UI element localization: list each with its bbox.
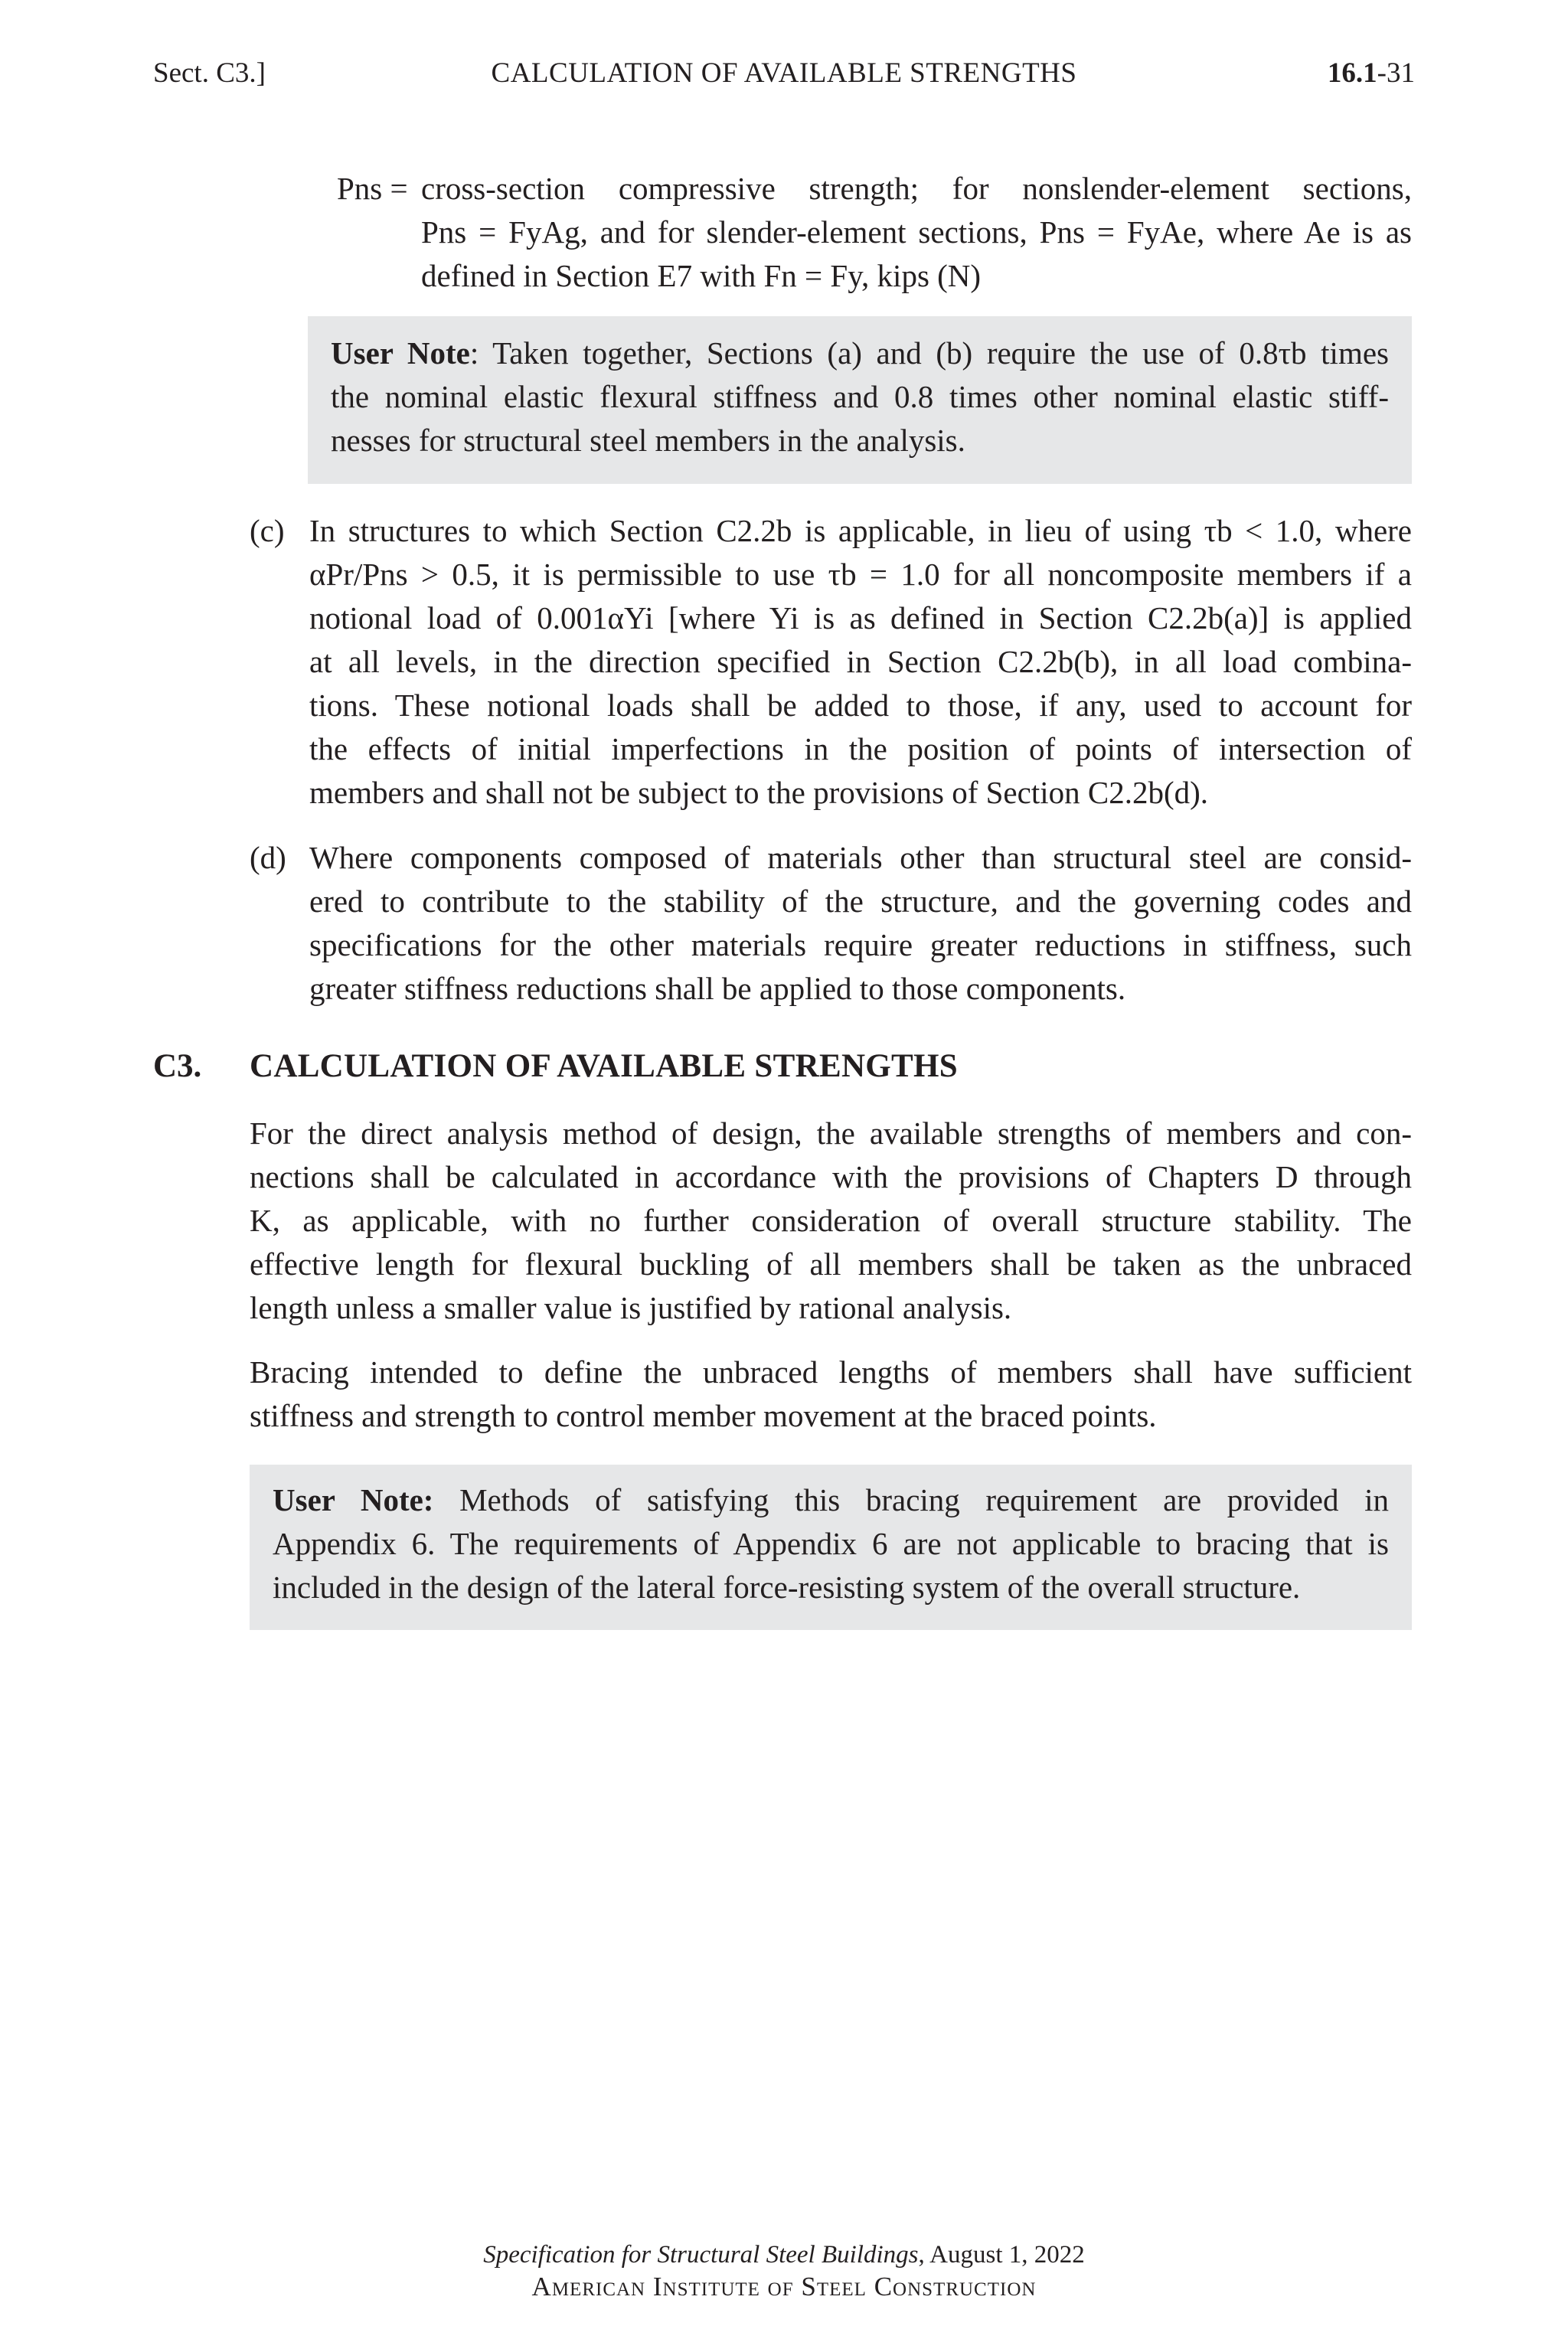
list-item-text	[309, 509, 1412, 815]
text-line: For the direct analysis method of design, the available strengths of members and con-	[250, 1116, 1412, 1151]
text-line: Bracing intended to define the unbraced lengths of members shall have sufficient	[250, 1354, 1412, 1390]
paragraph-direct-analysis	[250, 1112, 1412, 1330]
text-line: nesses for structural steel members in the analysis.	[331, 423, 965, 458]
footer-date: , August 1, 2022	[918, 2241, 1085, 2269]
text-line: specifications for the other materials require greater reductions in stiffness, such	[309, 927, 1412, 962]
user-note-stiffness	[308, 316, 1412, 484]
text-line: greater stiffness reductions shall be applied to those components.	[309, 971, 1126, 1006]
text-line: Pns = FyAg, and for slender-element sections, Pns = FyAe, where Ae is as	[421, 214, 1412, 250]
text-line: notional load of 0.001αYi [where Yi is as defined in Section C2.2b(a)] is applied	[309, 600, 1412, 635]
user-note-bracing	[250, 1465, 1412, 1630]
text-line: the nominal elastic flexural stiffness and 0.8 times other nominal elastic stiff-	[331, 379, 1389, 414]
text-line: Where components composed of materials other than structural steel are consid-	[309, 840, 1412, 875]
text-line: stiffness and strength to control member movement at the braced points.	[250, 1398, 1157, 1433]
list-item-label: (d)	[250, 840, 286, 875]
user-note-label: User Note:	[273, 1482, 434, 1517]
text-line: αPr/Pns > 0.5, it is permissible to use τb = 1.0 for all noncomposite members if a	[309, 557, 1412, 592]
text-line: User Note: Taken together, Sections (a) and (b) require the use of 0.8τb times	[331, 335, 1389, 371]
text-line: defined in Section E7 with Fn = Fy, kips (N)	[421, 258, 982, 293]
footer-title: Specification for Structural Steel Buildings	[483, 2241, 919, 2269]
text-line: tions. These notional loads shall be added to those, if any, used to account for	[309, 688, 1412, 723]
page-number-chapter: 16.1	[1327, 57, 1377, 89]
paragraph-bracing	[250, 1351, 1412, 1438]
text-line: effective length for flexural buckling of all members shall be taken as the unbraced	[250, 1246, 1412, 1282]
text-line: Appendix 6. The requirements of Appendix 6 are not applicable to bracing that is	[273, 1526, 1389, 1561]
running-header-section: Sect. C3.]	[153, 57, 266, 89]
running-header-title: CALCULATION OF AVAILABLE STRENGTHS	[491, 57, 1077, 89]
user-note-label: User Note	[331, 335, 470, 371]
text-line: included in the design of the lateral force-resisting system of the overall structure.	[273, 1570, 1301, 1605]
list-item-text	[309, 836, 1412, 1011]
text-line: ered to contribute to the stability of the structure, and the governing codes and	[309, 884, 1412, 919]
page-number	[1328, 55, 1415, 92]
section-number: C3.	[153, 1048, 202, 1084]
text-line: at all levels, in the direction specified in Section C2.2b(b), in all load combina-	[309, 644, 1412, 679]
text-line: User Note: Methods of satisfying this bracing requirement are provided in	[273, 1482, 1389, 1517]
text-line: K, as applicable, with no further consideration of overall structure stability. The	[250, 1203, 1412, 1238]
text-line: the effects of initial imperfections in the position of points of intersection of	[309, 731, 1412, 766]
definition-symbol: Pns =	[337, 171, 408, 206]
page-number-page: -31	[1377, 57, 1415, 89]
text-line: length unless a smaller value is justified by rational analysis.	[250, 1290, 1012, 1325]
list-item-label: (c)	[250, 513, 285, 548]
footer-specification	[0, 2239, 1568, 2270]
text-line: nections shall be calculated in accordance with the provisions of Chapters D through	[250, 1159, 1412, 1194]
section-title: CALCULATION OF AVAILABLE STRENGTHS	[250, 1048, 958, 1084]
definition-text	[421, 167, 1412, 298]
text-line: In structures to which Section C2.2b is applicable, in lieu of using τb < 1.0, where	[309, 513, 1412, 548]
text-line: cross-section compressive strength; for nonslender-element sections,	[421, 171, 1412, 206]
footer-publisher: American Institute of Steel Construction	[531, 2272, 1037, 2301]
text-line: members and shall not be subject to the provisions of Section C2.2b(d).	[309, 775, 1209, 810]
